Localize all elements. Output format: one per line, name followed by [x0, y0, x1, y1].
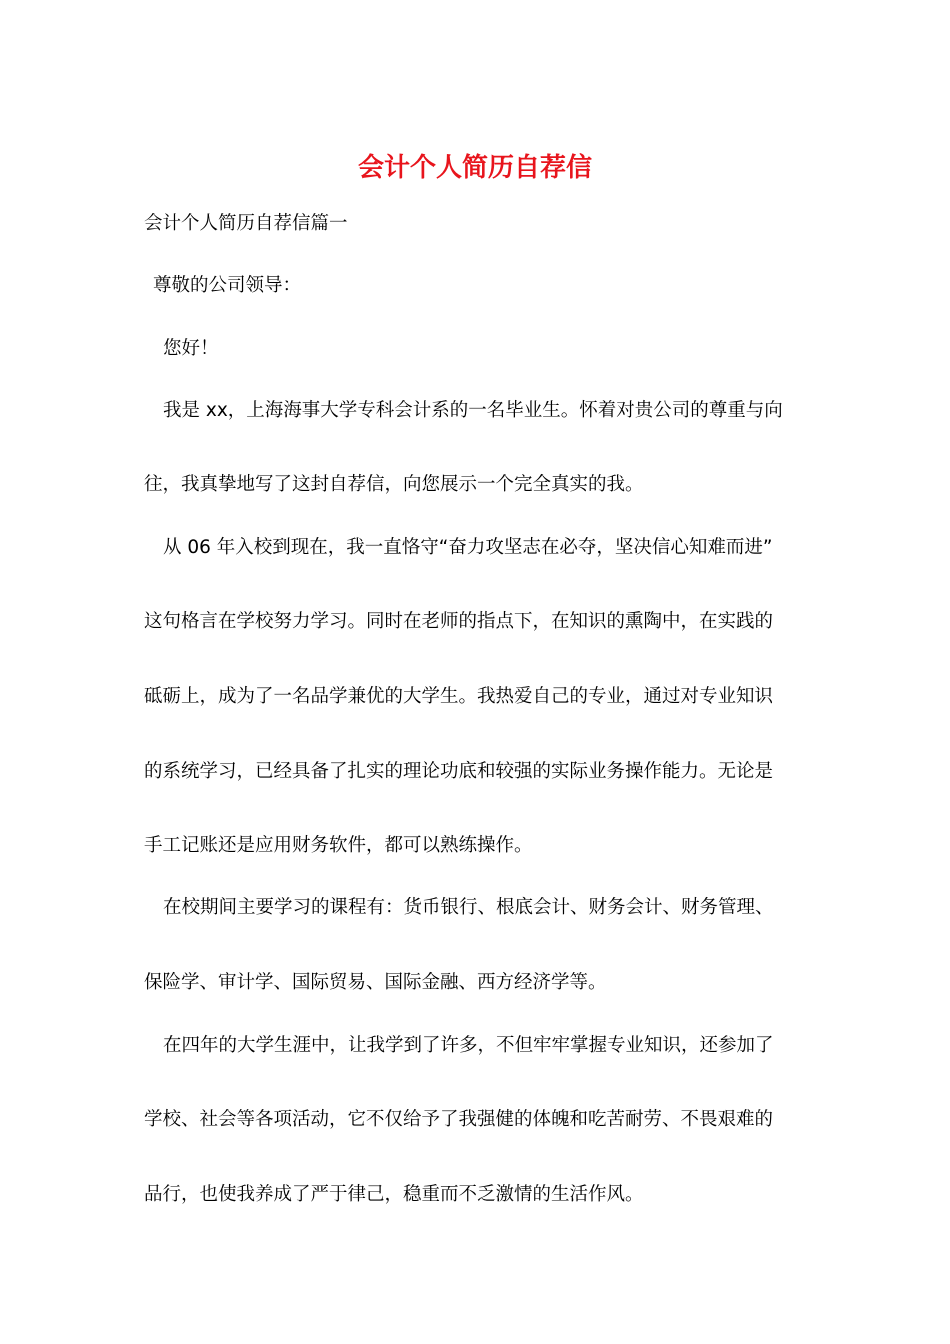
document-title: 会计个人简历自荐信 [357, 153, 592, 183]
paragraph-line: 品行，也使我养成了严于律己，稳重而不乏激情的生活作风。 [144, 1184, 644, 1205]
paragraph-line: 的系统学习，已经具备了扎实的理论功底和较强的实际业务操作能力。无论是 [144, 761, 774, 782]
paragraph-line: 保险学、审计学、国际贸易、国际金融、西方经济学等。 [144, 972, 607, 993]
paragraph-line: 在校期间主要学习的课程有：货币银行、根底会计、财务会计、财务管理、 [163, 897, 774, 918]
paragraph-line: 这句格言在学校努力学习。同时在老师的指点下，在知识的熏陶中，在实践的 [144, 611, 774, 632]
paragraph-line: 学校、社会等各项活动，它不仅给予了我强健的体魄和吃苦耐劳、不畏艰难的 [144, 1109, 774, 1130]
greeting: 您好！ [163, 338, 219, 359]
paragraph-line: 往，我真挚地写了这封自荐信，向您展示一个完全真实的我。 [144, 474, 644, 495]
section-heading: 会计个人简历自荐信篇一 [144, 213, 348, 234]
salutation: 尊敬的公司领导： [153, 275, 302, 296]
paragraph-line: 手工记账还是应用财务软件，都可以熟练操作。 [144, 835, 533, 856]
paragraph-line: 我是 xx，上海海事大学专科会计系的一名毕业生。怀着对贵公司的尊重与向 [163, 400, 783, 421]
paragraph-line: 从 06 年入校到现在，我一直恪守“奋力攻坚志在必夺，坚决信心知难而进” [163, 537, 773, 558]
paragraph-line: 砥砺上，成为了一名品学兼优的大学生。我热爱自己的专业，通过对专业知识 [144, 686, 774, 707]
paragraph-line: 在四年的大学生涯中，让我学到了许多，不但牢牢掌握专业知识，还参加了 [163, 1035, 774, 1056]
